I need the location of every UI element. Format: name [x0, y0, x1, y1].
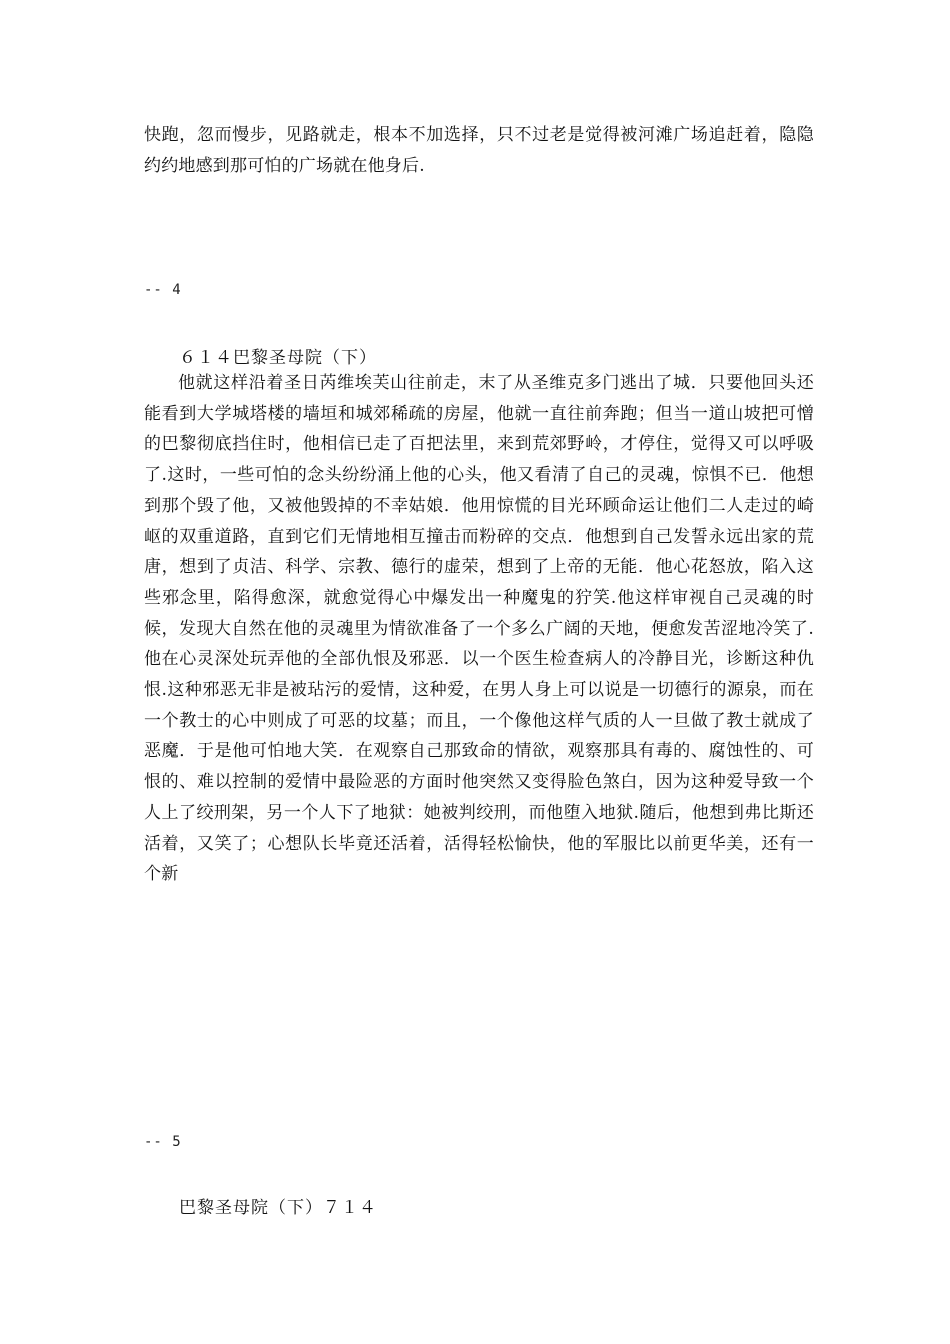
page-marker: -- 4	[144, 282, 182, 298]
paragraph-continued: 快跑，忽而慢步，见路就走，根本不加选择，只不过老是觉得被河滩广场追赶着，隐隐约约地感到那可怕的广场就在他身后.	[144, 125, 814, 176]
running-header: ６１４巴黎圣母院（下）	[179, 348, 377, 368]
page-marker: -- 5	[144, 1134, 182, 1150]
running-header: 巴黎圣母院（下）７１４	[179, 1198, 377, 1218]
paragraph-main: 他就这样沿着圣日芮维埃芙山往前走，末了从圣维克多门逃出了城．只要他回头还能看到大学城塔楼的墙垣和城郊稀疏的房屋，他就一直往前奔跑；但当一道山坡把可憎的巴黎彻底挡住时，他相信已走了百把法里，来到荒郊野岭，才停住，觉得又可以呼吸了.这时，一些可怕的念头纷纷涌上他的心头，他又看清了自己的灵魂，惊惧不已．他想到那个毁了他，又被他毁掉的不幸姑娘．他用惊慌的目光环顾命运让他们二人走过的崎岖的双重道路，直到它们无情地相互撞击而粉碎的交点．他想到自己发誓永远出家的荒唐，想到了贞洁、科学、宗教、德行的虚荣，想到了上帝的无能．他心花怒放，陷入这些邪念里，陷得愈深，就愈觉得心中爆发出一种魔鬼的狞笑.他这样审视自己灵魂的时候，发现大自然在他的灵魂里为情欲准备了一个多么广阔的天地，便愈发苦涩地冷笑了.他在心灵深处玩弄他的全部仇恨及邪恶．以一个医生检查病人的冷静目光，诊断这种仇恨.这种邪恶无非是被玷污的爱情，这种爱，在男人身上可以说是一切德行的源泉，而在一个教士的心中则成了可恶的坟墓；而且，一个像他这样气质的人一旦做了教士就成了恶魔．于是他可怕地大笑．在观察自己那致命的情欲，观察那具有毒的、腐蚀性的、可恨的、难以控制的爱情中最险恶的方面时他突然又变得脸色煞白，因为这种爱导致一个人上了绞刑架，另一个人下了地狱：她被判绞刑，而他堕入地狱.随后，他想到弗比斯还活着，又笑了；心想队长毕竟还活着，活得轻松愉快，他的军服比以前更华美，还有一个新	[144, 373, 814, 885]
